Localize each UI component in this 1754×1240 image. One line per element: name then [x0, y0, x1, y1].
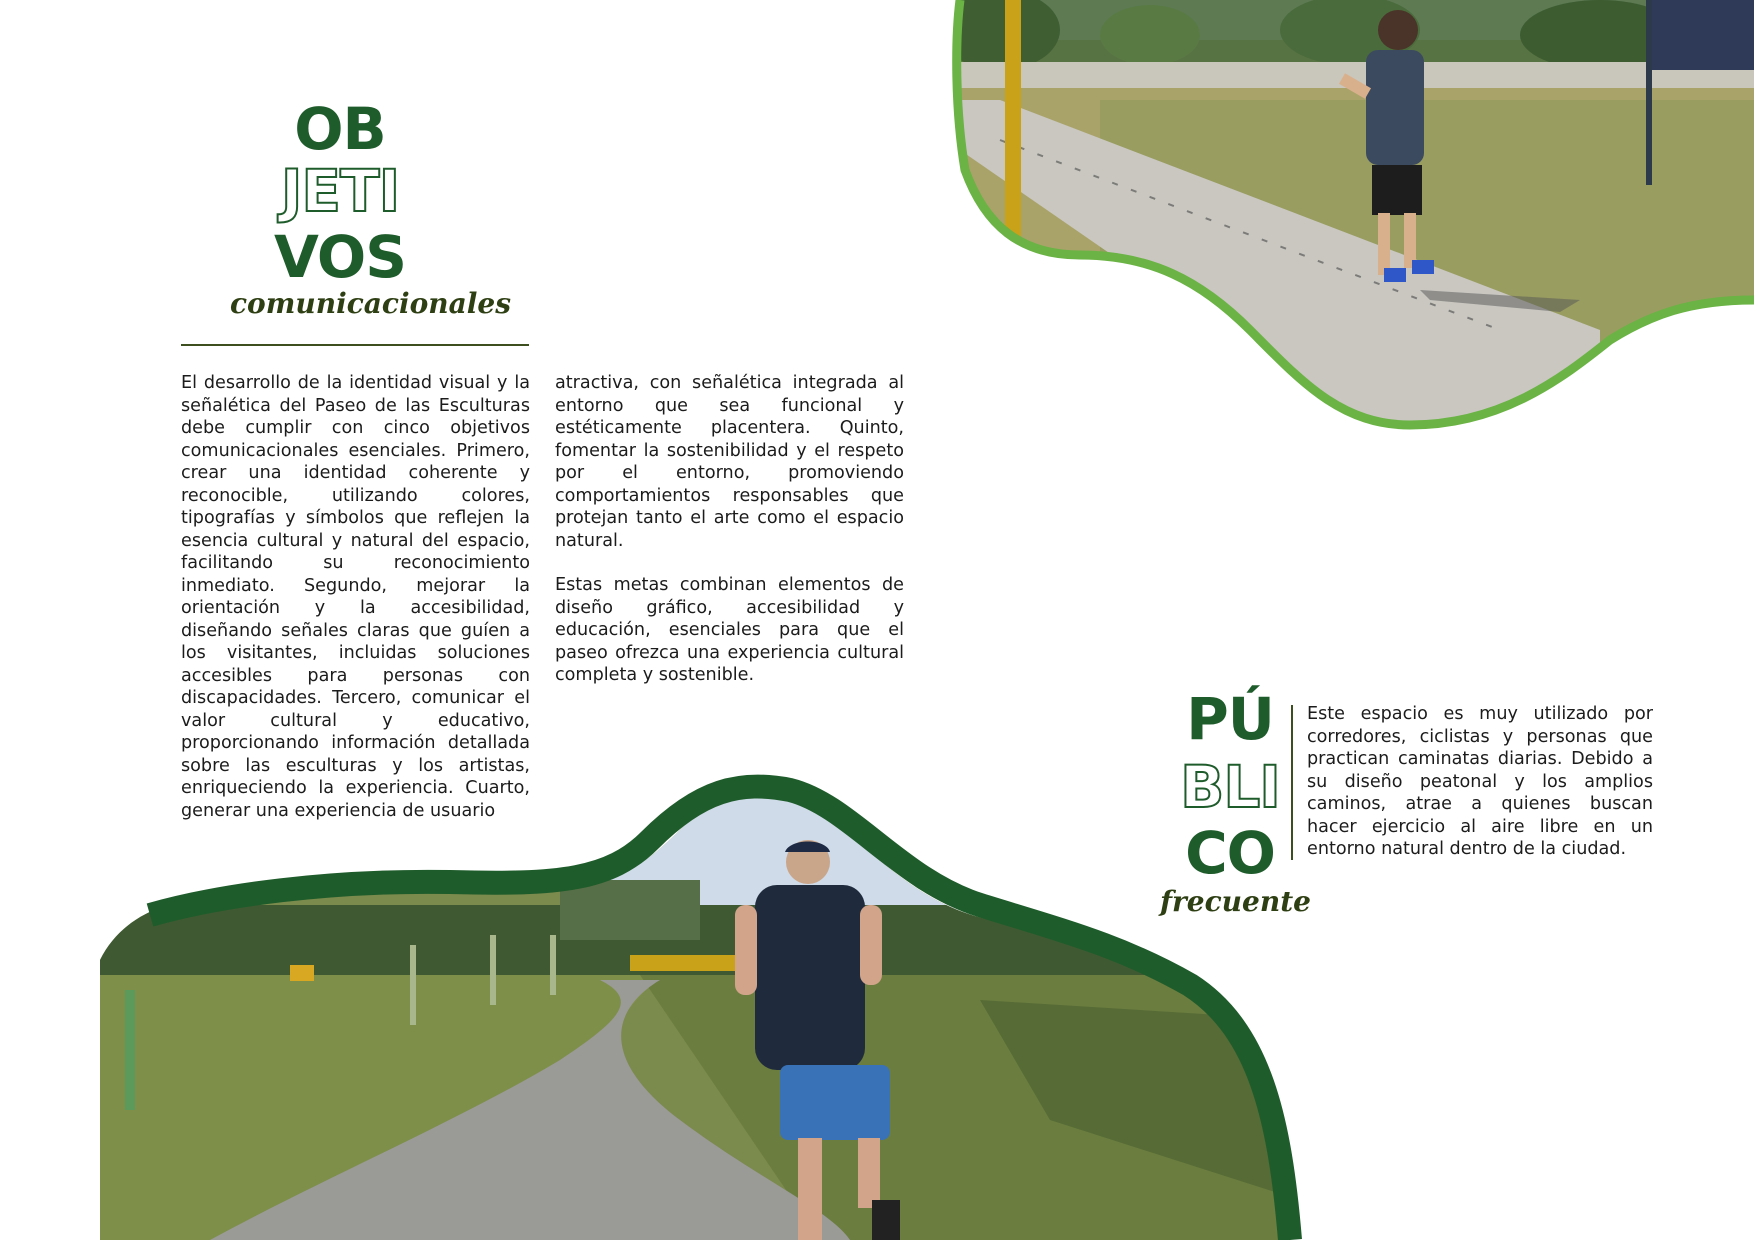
objetivos-divider	[181, 344, 529, 346]
publico-subtitle: frecuente	[1160, 885, 1311, 918]
publico-title-line2: BLI	[1180, 753, 1280, 821]
objetivos-paragraph-3: Estas metas combinan elementos de diseño gráfico, accesibilidad y educación, esenciales para que el paseo ofrezca una experiencia cultural completa y sostenible.	[555, 575, 904, 685]
objetivos-title-line3: VOS	[274, 223, 406, 291]
publico-paragraph: Este espacio es muy utilizado por corredores, ciclistas y personas que practican caminatas diarias. Debido a su diseño peatonal y los amplios caminos, atrae a quienes buscan hacer ejercicio al aire libre en un entorno natural dentro de la ciudad.	[1307, 704, 1653, 859]
publico-text-block	[1307, 703, 1653, 883]
objetivos-title-line1: OB	[294, 95, 386, 163]
objetivos-paragraph-2: atractiva, con señalética integrada al entorno que sea funcional y estéticamente placentera. Quinto, fomentar la sostenibilidad y el respeto por el entorno, promoviendo comportamientos responsables que protejan tanto el arte como el espacio natural.	[555, 373, 904, 551]
objetivos-title-line2: JETI	[280, 157, 400, 225]
objetivos-column-2	[555, 372, 904, 709]
publico-title-line3: CO	[1185, 819, 1275, 887]
publico-title-line1: PÚ	[1186, 685, 1274, 753]
objetivos-column-1	[181, 372, 530, 844]
objetivos-title	[190, 95, 490, 291]
objetivos-subtitle: comunicacionales	[230, 287, 511, 320]
objetivos-paragraph-1: El desarrollo de la identidad visual y la señalética del Paseo de las Esculturas debe cumplir con cinco objetivos comunicacionales esenciales. Primero, crear una identidad coherente y reconocible, utilizando colores, tipografías y símbolos que reflejen la esencia cultural y natural del espacio, facilitando su reconocimiento inmediato. Segundo, mejorar la orientación y la accesibilidad, diseñando señales claras que guíen a los visitantes, incluidas soluciones accesibles para personas con discapacidades. Tercero, comunicar el valor cultural y educativo, proporcionando información detallada sobre las esculturas y los artistas, enriqueciendo la experiencia. Cuarto, generar una experiencia de usuario	[181, 373, 530, 821]
publico-title	[1150, 685, 1310, 887]
publico-divider	[1291, 705, 1293, 860]
